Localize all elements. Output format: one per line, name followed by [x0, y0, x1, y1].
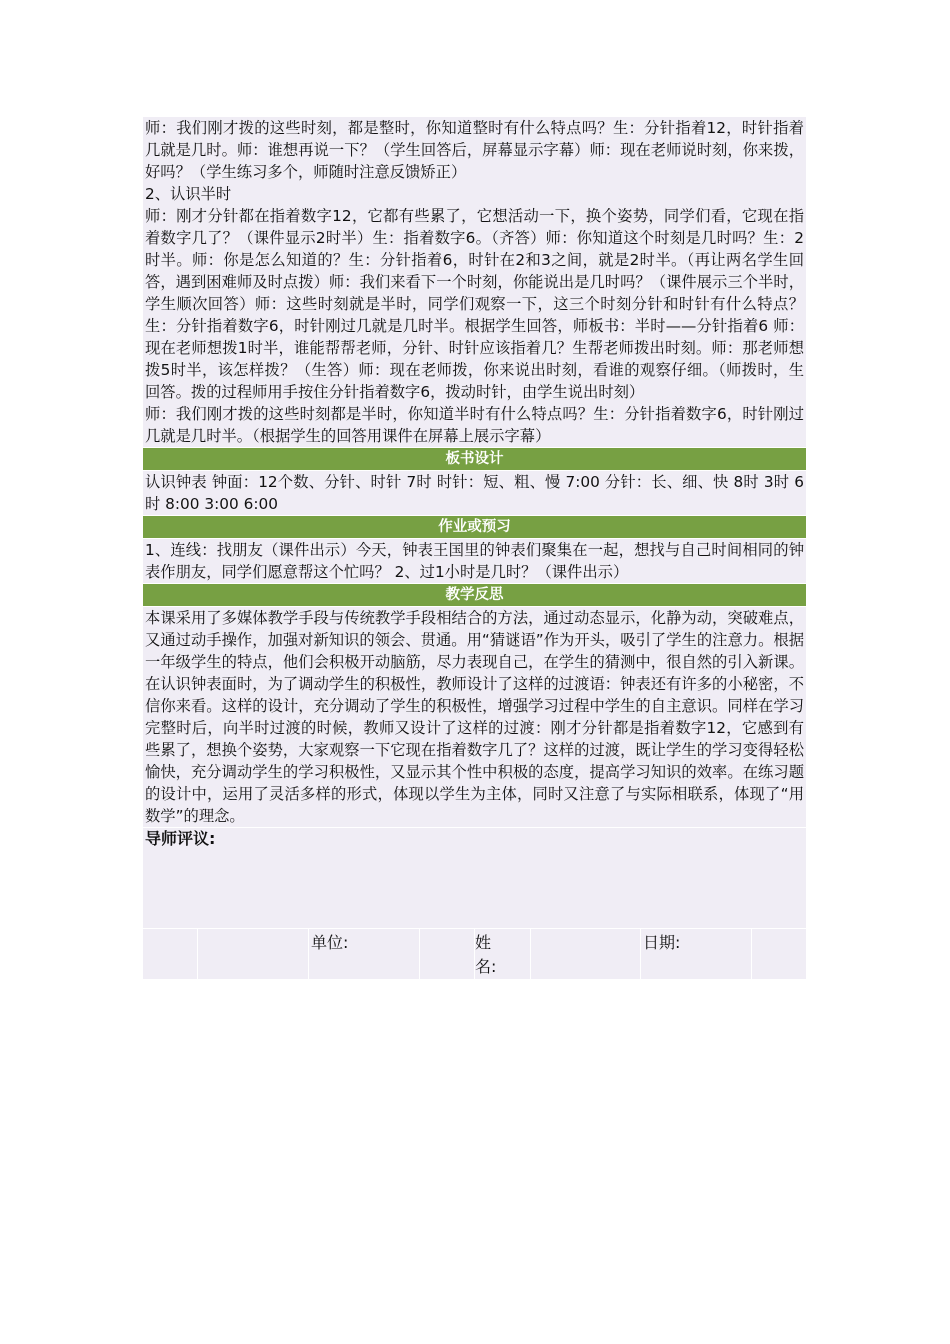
- sign-cell-empty-4: [531, 929, 641, 979]
- mentor-comment-box: [143, 827, 806, 928]
- homework-text: 1、连线：找朋友（课件出示）今天，钟表王国里的钟表们聚集在一起，想找与自己时间相同的钟表作朋友，同学们愿意帮这个忙吗？ 2、过1小时是几时？（课件出示）: [145, 541, 804, 581]
- half-hour-heading: 2、认识半时: [145, 185, 232, 203]
- homework-section: [143, 539, 806, 583]
- name-label: 姓名:: [475, 929, 531, 979]
- sign-cell-empty-3: [420, 929, 475, 979]
- date-label: 日期:: [641, 929, 752, 979]
- sign-cell-empty-5: [752, 929, 806, 979]
- board-design-text: 认识钟表 钟面：12个数、分针、时针 7时 时针：短、粗、慢 7:00 分针：长、细、快 8时 3时 6时 8:00 3:00 6:00: [145, 473, 804, 513]
- lesson-plan-sheet: [143, 117, 806, 979]
- unit-label: 单位:: [309, 929, 420, 979]
- homework-header: 作业或预习: [143, 515, 806, 539]
- board-design-header: 板书设计: [143, 447, 806, 471]
- board-design-section: [143, 471, 806, 515]
- process-paragraph-1: 师：我们刚才拨的这些时刻，都是整时，你知道整时有什么特点吗？生：分针指着12，时针指着几就是几时。师：谁想再说一下？（学生回答后，屏幕显示字幕）师：现在老师说时刻，你来拨，好吗？（学生练习多个，师随时注意反馈矫正）: [145, 119, 804, 181]
- teaching-process-section: [143, 117, 806, 447]
- reflection-text: 本课采用了多媒体教学手段与传统教学手段相结合的方法，通过动态显示，化静为动，突破难点，又通过动手操作，加强对新知识的领会、贯通。用“猜谜语”作为开头，吸引了学生的注意力。根据一年级学生的特点，他们会积极开动脑筋，尽力表现自己，在学生的猜测中，很自然的引入新课。在认识钟表面时，为了调动学生的积极性，教师设计了这样的过渡语：钟表还有许多的小秘密，不信你来看。这样的设计，充分调动了学生的积极性，增强学习过程中学生的自主意识。同样在学习完整时后，向半时过渡的时候，教师又设计了这样的过渡：刚才分针都是指着数字12，它感到有些累了，想换个姿势，大家观察一下它现在指着数字几了？这样的过渡，既让学生的学习变得轻松愉快，充分调动学生的学习积极性，又显示其个性中积极的态度，提高学习知识的效率。在练习题的设计中，运用了灵活多样的形式，体现以学生为主体，同时又注意了与实际相联系，体现了“用数学”的理念。: [145, 609, 804, 825]
- mentor-comment-title: 导师评议:: [145, 829, 216, 848]
- sign-cell-empty-2: [198, 929, 309, 979]
- process-paragraph-2: 师：刚才分针都在指着数字12，它都有些累了，它想活动一下，换个姿势，同学们看，它现在指着数字几了？（课件显示2时半）生：指着数字6。（齐答）师：你知道这个时刻是几时吗？生：2时半。师：你是怎么知道的？生：分针指着6，时针在2和3之间，就是2时半。（再让两名学生回答，遇到困难师及时点拨）师：我们来看下一个时刻，你能说出是几时吗？（课件展示三个半时，学生顺次回答）师：这些时刻就是半时，同学们观察一下，这三个时刻分针和时针有什么特点？生：分针指着数字6，时针刚过几就是几时半。根据学生回答，师板书：半时——分针指着6 师：现在老师想拨1时半，谁能帮帮老师，分针、时针应该指着几？生帮老师拨出时刻。师：那老师想拨5时半，该怎样拨？（生答）师：现在老师拨，你来说出时刻，看谁的观察仔细。（师拨时，生回答。拨的过程师用手按住分针指着数字6，拨动时针，由学生说出时刻）: [145, 207, 804, 401]
- process-paragraph-3: 师：我们刚才拨的这些时刻都是半时，你知道半时有什么特点吗？生：分针指着数字6，时针刚过几就是几时半。（根据学生的回答用课件在屏幕上展示字幕）: [145, 405, 804, 445]
- reflection-section: [143, 607, 806, 827]
- signature-row: [143, 928, 806, 979]
- reflection-header: 教学反思: [143, 583, 806, 607]
- sign-cell-empty-1: [143, 929, 198, 979]
